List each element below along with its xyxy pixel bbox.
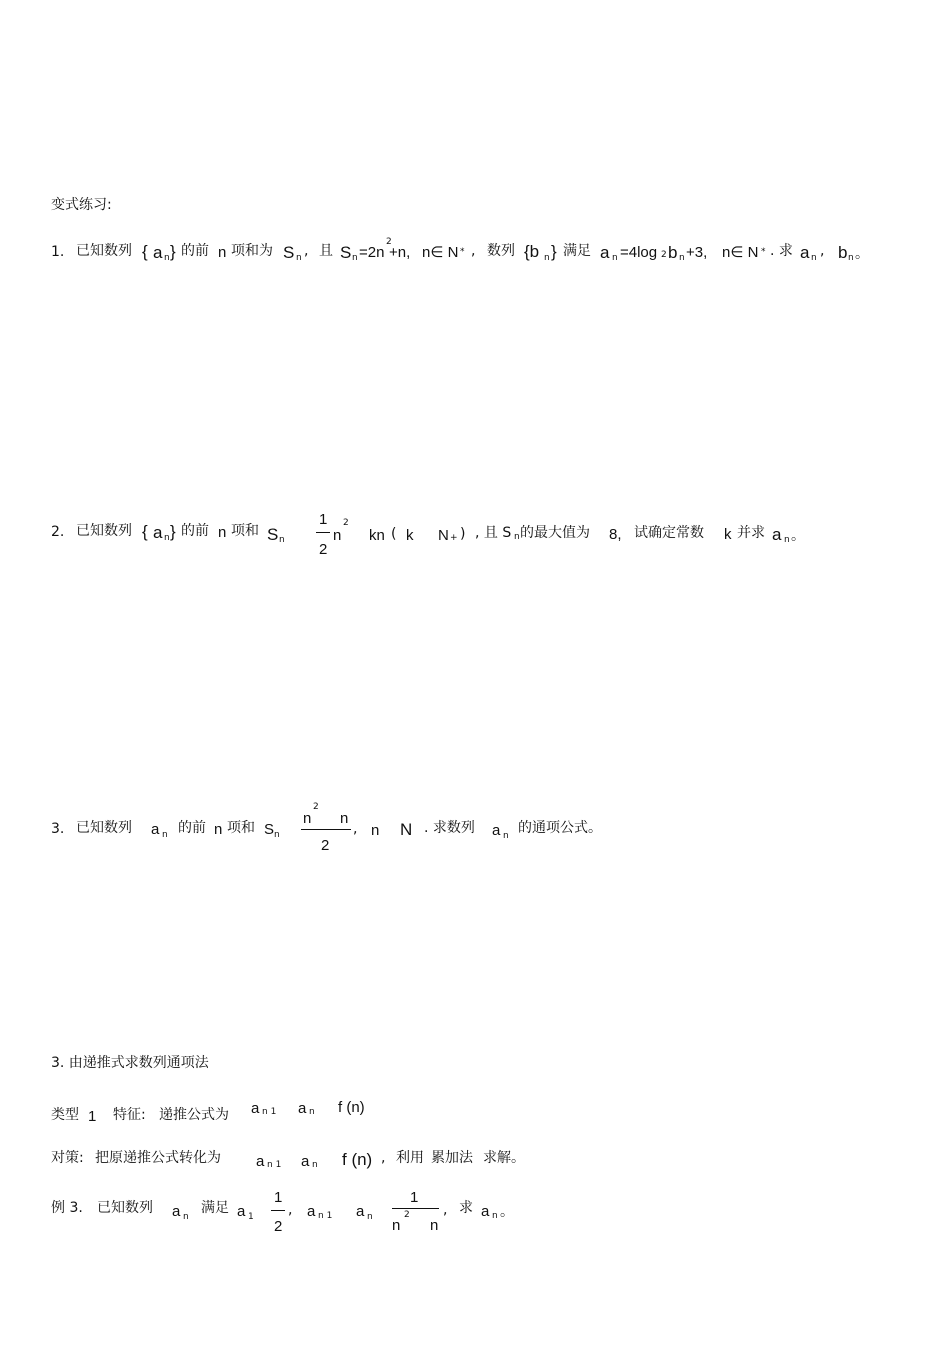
- p2-text: 的前: [181, 523, 209, 539]
- strategy-a-sub: n 1: [267, 1160, 282, 1170]
- p2-paren: ): [460, 526, 466, 542]
- example-text: 求: [459, 1200, 473, 1216]
- p2-S-sub: n: [514, 532, 520, 542]
- strategy-text: 利用: [396, 1150, 424, 1166]
- p2-S: S: [267, 525, 279, 544]
- p1-sup: 2: [386, 237, 392, 247]
- p2-brace-open: {: [142, 522, 148, 541]
- p3-N: N: [400, 820, 413, 839]
- strategy-method: 累加法: [431, 1150, 473, 1166]
- example-comma: ,: [443, 1202, 448, 1218]
- p2-a: a: [772, 525, 782, 544]
- example-comma: ,: [288, 1202, 293, 1218]
- p1-S: S: [340, 243, 352, 262]
- p1-b-sub: n: [848, 253, 854, 263]
- p1-b: b: [838, 243, 848, 262]
- p1-text: 且: [319, 243, 333, 259]
- example-a: a: [481, 1203, 490, 1220]
- p3-text: 的前: [178, 820, 206, 836]
- p2-frac-num: 1: [319, 511, 328, 528]
- example-frac-den: n: [430, 1217, 439, 1234]
- p2-frac-den: 2: [319, 541, 328, 558]
- p2-N: N: [438, 527, 449, 544]
- p1-period: 。: [855, 246, 869, 262]
- p3-a-sub: n: [162, 830, 168, 840]
- example-frac-den: n: [392, 1217, 401, 1234]
- type-text: 递推公式为: [159, 1107, 229, 1123]
- example-frac-bar: [392, 1208, 439, 1209]
- p2-k: k: [724, 526, 732, 543]
- example-frac-num: 1: [274, 1189, 283, 1206]
- p1-S-sub: n: [352, 253, 358, 263]
- p3-frac-bar: [301, 829, 351, 830]
- type-a-sub: n: [309, 1107, 315, 1117]
- p2-n: n: [333, 527, 342, 544]
- p3-S-sub: n: [274, 830, 280, 840]
- p3-number: 3.: [51, 821, 65, 837]
- type-text: 特征:: [113, 1107, 146, 1123]
- p1-set: n∈ N: [722, 244, 759, 261]
- p3-S: S: [264, 821, 275, 838]
- p1-set-sub: *: [761, 247, 766, 257]
- type-number: 1: [88, 1108, 97, 1125]
- example-period: 。: [500, 1204, 514, 1220]
- p2-a: a: [153, 523, 163, 542]
- p2-paren: (: [391, 526, 397, 542]
- p3-text: . 求数列: [424, 820, 475, 836]
- strategy-a-sub: n: [312, 1160, 318, 1170]
- p1-number: 1.: [51, 244, 65, 260]
- strategy-comma: ,: [381, 1150, 386, 1166]
- p2-a-sub: n: [164, 533, 170, 543]
- type-a-sub: n 1: [262, 1107, 277, 1117]
- example-a-sub: n 1: [318, 1211, 333, 1221]
- strategy-text: 求解。: [483, 1150, 525, 1166]
- p1-text: 满足: [563, 243, 591, 259]
- p1-n: n: [218, 244, 227, 261]
- p2-number: 2.: [51, 524, 65, 540]
- p1-text: 数列: [487, 243, 515, 259]
- p1-text: 的前: [181, 243, 209, 259]
- p1-b-sub: n: [679, 253, 685, 263]
- p3-frac-num: n: [303, 810, 312, 827]
- p1-text: 项和为: [231, 243, 273, 259]
- p1-brace-close: }: [170, 242, 176, 261]
- example-a-sub: n: [492, 1211, 498, 1221]
- example-label: 例 3.: [51, 1200, 83, 1216]
- p3-a: a: [151, 821, 160, 838]
- p2-a-sub: n: [784, 535, 790, 545]
- p1-S-sub: n: [296, 253, 302, 263]
- p3-frac-num: n: [340, 810, 349, 827]
- p1-a: a: [800, 243, 810, 262]
- p2-k: k: [406, 527, 414, 544]
- example-text: 满足: [201, 1200, 229, 1216]
- example-a-sub: 1: [248, 1212, 254, 1222]
- p2-text: 的最大值为: [520, 525, 590, 541]
- p1-a-sub: n: [164, 253, 170, 263]
- example-a-sub: n: [367, 1212, 373, 1222]
- p3-a-sub: n: [503, 831, 509, 841]
- p3-text: 已知数列: [76, 820, 132, 836]
- p1-a-sub: n: [811, 253, 817, 263]
- p2-text: , 且 S: [475, 525, 512, 541]
- p3-text: 项和: [227, 820, 255, 836]
- p2-value: 8,: [609, 526, 622, 543]
- p1-set-sub: *: [460, 247, 465, 257]
- p2-text: 并求: [737, 525, 765, 541]
- p2-sup: 2: [343, 518, 349, 528]
- p1-b: b: [668, 243, 678, 262]
- p1-comma: ,: [820, 243, 825, 259]
- section-heading: 3. 由递推式求数列通项法: [51, 1055, 209, 1071]
- p1-set: n∈ N: [422, 244, 459, 261]
- p3-n: n: [371, 822, 380, 839]
- example-a: a: [172, 1203, 181, 1220]
- example-a-sub: n: [183, 1212, 189, 1222]
- p2-n: n: [218, 524, 227, 541]
- p2-brace-close: }: [170, 522, 176, 541]
- example-a: a: [356, 1203, 365, 1220]
- p1-S: S: [283, 243, 295, 262]
- p1-formula: =4log: [620, 244, 658, 261]
- example-frac-den: 2: [274, 1218, 283, 1235]
- strategy-label: 对策:: [51, 1150, 84, 1166]
- p1-brace-open: {: [142, 242, 148, 261]
- type-fn: f (n): [338, 1099, 365, 1116]
- p1-formula: +n,: [389, 244, 411, 261]
- p3-frac-sup: 2: [313, 802, 319, 812]
- p2-S-sub: n: [279, 535, 285, 545]
- p1-log-base: 2: [661, 250, 667, 260]
- p1-a: a: [600, 243, 610, 262]
- p1-b-set: {b: [524, 242, 540, 261]
- p1-text: . 求: [770, 243, 793, 259]
- strategy-text: 把原递推公式转化为: [95, 1150, 221, 1166]
- p3-frac-den: 2: [321, 837, 330, 854]
- p1-brace-close: }: [551, 242, 557, 261]
- p2-period: 。: [791, 528, 805, 544]
- p2-N-sub: +: [450, 533, 458, 543]
- p3-comma: ,: [353, 821, 358, 837]
- p3-text: 的通项公式。: [518, 820, 602, 836]
- example-frac-sup: 2: [404, 1210, 410, 1220]
- exercise-heading: 变式练习:: [51, 197, 112, 213]
- example-a: a: [307, 1203, 316, 1220]
- p2-kn: kn: [369, 527, 385, 544]
- strategy-fn: f (n): [342, 1150, 373, 1169]
- type-label: 类型: [51, 1107, 79, 1123]
- strategy-a: a: [256, 1153, 265, 1170]
- p1-comma: ,: [471, 243, 476, 259]
- type-a: a: [251, 1100, 260, 1117]
- example-frac-bar: [271, 1210, 285, 1211]
- p3-n: n: [214, 821, 223, 838]
- p2-frac-bar: [316, 532, 330, 533]
- p3-a: a: [492, 822, 501, 839]
- p1-formula: +3,: [686, 244, 708, 261]
- example-text: 已知数列: [97, 1200, 153, 1216]
- p1-formula: =2n: [359, 244, 385, 261]
- p2-text: 已知数列: [76, 523, 132, 539]
- p1-a: a: [153, 243, 163, 262]
- p1-comma: ,: [304, 243, 309, 259]
- example-frac-num: 1: [410, 1189, 419, 1206]
- p2-text: 试确定常数: [634, 525, 704, 541]
- p1-b-sub: n: [544, 253, 550, 263]
- strategy-a: a: [301, 1153, 310, 1170]
- p1-a-sub: n: [612, 253, 618, 263]
- p2-text: 项和: [231, 523, 259, 539]
- p1-text: 已知数列: [76, 243, 132, 259]
- type-a: a: [298, 1100, 307, 1117]
- example-a: a: [237, 1203, 246, 1220]
